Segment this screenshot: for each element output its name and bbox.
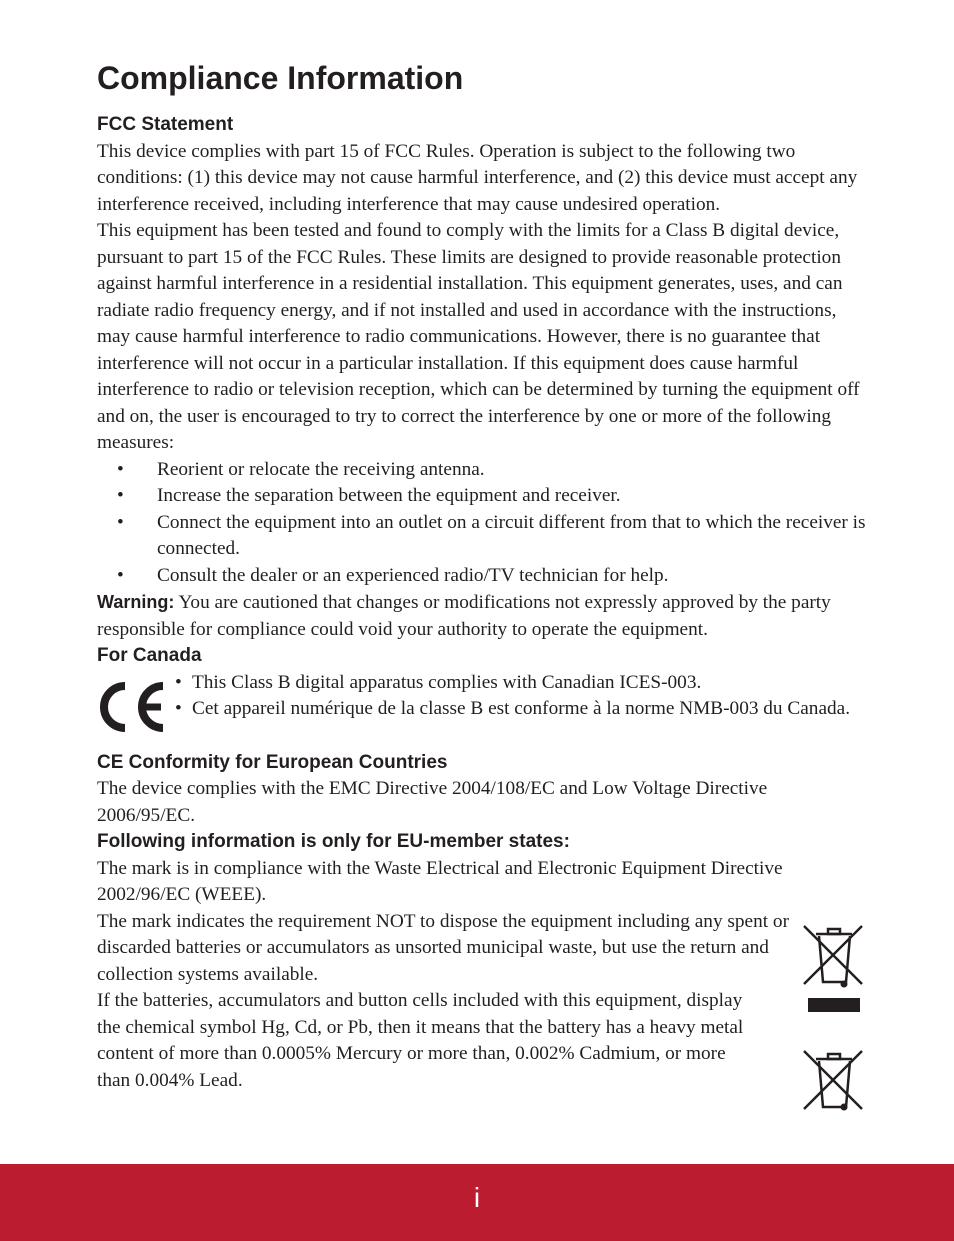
- eu-paragraph-1: The mark is in compliance with the Waste Electrical and Electronic Equipment Directive 2002/96/EC (WEEE).: [97, 857, 783, 905]
- list-item: • Connect the equipment into an outlet on a circuit different from that to which the receiver is connected.: [97, 510, 867, 563]
- warning-text: You are cautioned that changes or modifications not expressly approved by the party responsible for compliance could void your authority to operate the equipment.: [97, 592, 831, 640]
- list-item: • Consult the dealer or an experienced radio/TV technician for help.: [97, 563, 867, 590]
- list-item: • Reorient or relocate the receiving antenna.: [97, 457, 867, 484]
- canada-list: [173, 670, 863, 723]
- eu-paragraph-2: The mark indicates the requirement NOT to dispose the equipment including any spent or discarded batteries or accumulators as unsorted municipal waste, but use the return and collection systems available.: [97, 910, 789, 985]
- fcc-measures-list: [97, 457, 867, 590]
- ce-mark-icon: [97, 680, 169, 734]
- document-body: [97, 112, 867, 1094]
- canada-heading: For Canada: [97, 645, 202, 666]
- eu-heading: Following information is only for EU-member states:: [97, 831, 570, 852]
- page-footer: [0, 1164, 954, 1241]
- list-item: • Cet appareil numérique de la classe B est conforme à la norme NMB-003 du Canada.: [173, 696, 863, 723]
- ce-text: The device complies with the EMC Directive 2004/108/EC and Low Voltage Directive 2006/95/EC.: [97, 778, 768, 826]
- fcc-paragraph-2: This equipment has been tested and found to comply with the limits for a Class B digital device, pursuant to part 15 of the FCC Rules. These limits are designed to provide reasonable protection against harmful interference in a residential installation. This equipment generates, uses, and can radiate radio frequency energy, and if not installed and used in accordance with the instructions, may cause harmful interference to radio communications. However, there is no guarantee that interference will not occur in a particular installation. If this equipment does cause harmful interference to radio or television reception, which can be determined by turning the equipment off and on, the user is encouraged to try to correct the interference by one or more of the following measures:: [97, 220, 860, 453]
- eu-paragraph-3: If the batteries, accumulators and button cells included with this equipment, display the chemical symbol Hg, Cd, or Pb, then it means that the battery has a heavy metal content of more than 0.0005% Mercury or more than, 0.002% Cadmium, or more than 0.004% Lead.: [97, 990, 744, 1091]
- warning-label: Warning:: [97, 592, 175, 612]
- page-number: i: [473, 1182, 481, 1213]
- warning-paragraph: [97, 589, 867, 643]
- canada-block: [97, 670, 867, 750]
- fcc-paragraph-1: This device complies with part 15 of FCC Rules. Operation is subject to the following two conditions: (1) this device may not cause harmful interference, and (2) this device must accept any interference received, including interference that may cause undesired operation.: [97, 140, 858, 215]
- fcc-heading: FCC Statement: [97, 114, 234, 135]
- list-item: • Increase the separation between the equipment and receiver.: [97, 483, 867, 510]
- weee-bin-icon: [802, 1047, 864, 1113]
- ce-heading: CE Conformity for European Countries: [97, 751, 448, 773]
- weee-bin-with-bar-icon: [802, 922, 864, 1014]
- page-title: Compliance Information: [97, 60, 464, 96]
- list-item: • This Class B digital apparatus complies with Canadian ICES-003.: [173, 670, 863, 697]
